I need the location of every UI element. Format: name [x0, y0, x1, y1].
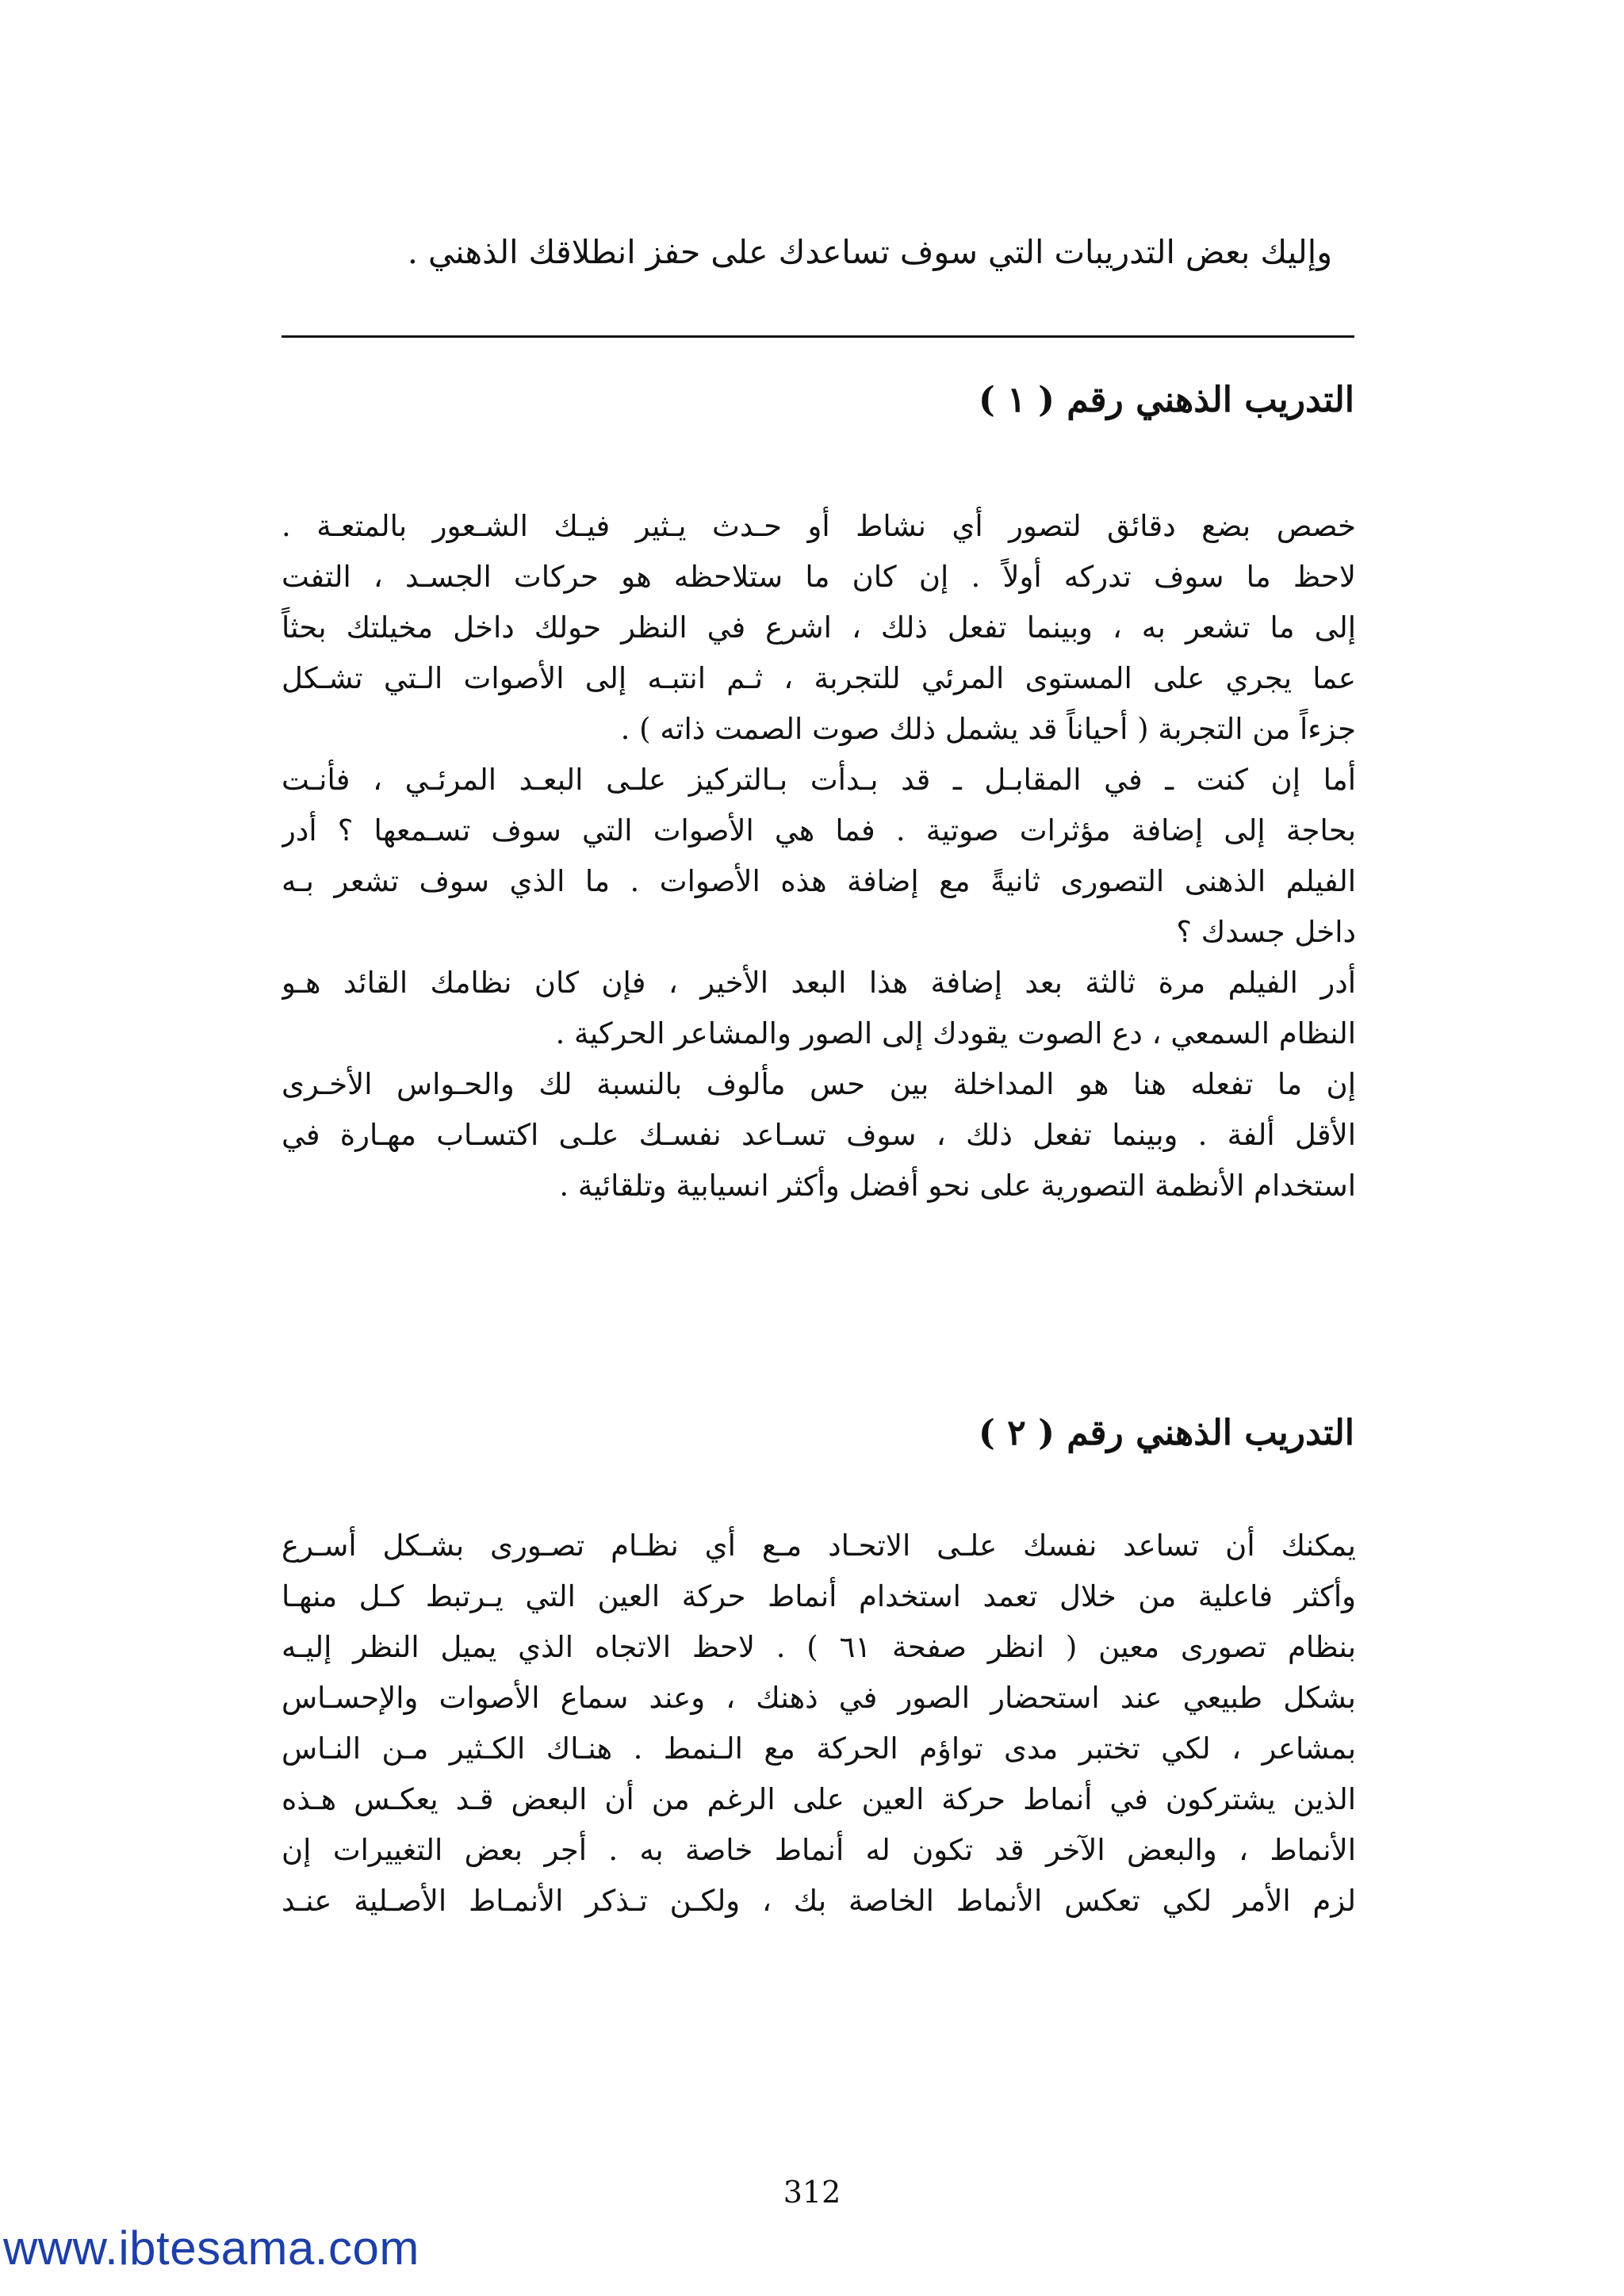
section-2-line: وأكثر فاعلية من خلال تعمد استخدام أنماط حركة العين التي يـرتبط كـل منهـا	[282, 1579, 1356, 1613]
section-1-line: داخل جسدك ؟	[1176, 915, 1356, 949]
page-number: 312	[783, 2175, 841, 2210]
section-2-line: بنظام تصورى معين ( انظر صفحة ٦١ ) . لاحظ الاتجاه الذي يميل النظر إليـه	[282, 1630, 1356, 1664]
section-2-line: الذين يشتركون في أنماط حركة العين على الرغم من أن البعض قـد يعكـس هـذه	[282, 1782, 1356, 1816]
site-watermark: www.ibtesama.com	[3, 2221, 419, 2275]
section-2-line: الأنماط ، والبعض الآخر قد تكون له أنماط خاصة به . أجر بعض التغييرات إن	[282, 1833, 1356, 1867]
section-1-line: لاحظ ما سوف تدركه أولاً . إن كان ما ستلاحظه هو حركات الجسـد ، التفت	[282, 560, 1356, 594]
section-1-line: الأقل ألفة . وبينما تفعل ذلك ، سوف تسـاعد نفسـك علـى اكتسـاب مهـارة في	[282, 1118, 1356, 1152]
section-2-line: بمشاعر ، لكي تختبر مدى تواؤم الحركة مع الـنمط . هنـاك الكـثير مـن النـاس	[282, 1732, 1356, 1766]
intro-sentence: وإليك بعض التدريبات التي سوف تساعدك على حفز انطلاقك الذهني .	[407, 233, 1332, 271]
section-1-line: النظام السمعي ، دع الصوت يقودك إلى الصور والمشاعر الحركية .	[555, 1016, 1356, 1050]
section-1-line: استخدام الأنظمة التصورية على نحو أفضل وأكثر انسيابية وتلقائية .	[559, 1169, 1356, 1203]
section-1-line: الفيلم الذهنى التصورى ثانيةً مع إضافة هذه الأصوات . ما الذي سوف تشعر بـه	[282, 864, 1356, 898]
horizontal-divider	[282, 335, 1354, 338]
section-2-body	[282, 1521, 1356, 1927]
section-2-line: يمكنك أن تساعد نفسك علـى الاتحـاد مـع أي نظـام تصـورى بشـكل أسـرع	[282, 1529, 1356, 1563]
section-1-line: عما يجري على المستوى المرئي للتجربة ، ثـم انتبـه إلى الأصوات الـتي تشـكل	[282, 661, 1356, 695]
section-1-line: أدر الفيلم مرة ثالثة بعد إضافة هذا البعد الأخير ، فإن كان نظامك القائد هـو	[282, 966, 1356, 1000]
section-1-line: جزءاً من التجربة ( أحياناً قد يشمل ذلك صوت الصمت ذاته ) .	[620, 712, 1356, 746]
section-1-line: إن ما تفعله هنا هو المداخلة بين حس مألوف بالنسبة لك والحـواس الأخـرى	[282, 1067, 1356, 1101]
section-2-heading: التدريب الذهني رقم ( ٢ )	[978, 1413, 1354, 1453]
section-1-line: بحاجة إلى إضافة مؤثرات صوتية . فما هي الأصوات التي سوف تسـمعها ؟ أدر	[282, 813, 1356, 848]
section-1-line: أما إن كنت ـ في المقابـل ـ قد بـدأت بـالتركيز علـى البعـد المرئـي ، فأنـت	[282, 763, 1356, 797]
section-1-line: إلى ما تشعر به ، وبينما تفعل ذلك ، اشرع في النظر حولك داخل مخيلتك بحثاً	[282, 610, 1356, 645]
section-2-line: بشكل طبيعي عند استحضار الصور في ذهنك ، وعند سماع الأصوات والإحسـاس	[282, 1681, 1356, 1715]
section-1-body	[282, 501, 1356, 1211]
section-2-line: لزم الأمر لكي تعكس الأنماط الخاصة بك ، ولكـن تـذكر الأنمـاط الأصـلية عنـد	[282, 1884, 1356, 1918]
section-1-line: خصص بضع دقائق لتصور أي نشاط أو حـدث يـثير فيـك الشـعور بالمتعـة .	[282, 509, 1356, 543]
section-1-heading: التدريب الذهني رقم ( ١ )	[978, 380, 1354, 420]
